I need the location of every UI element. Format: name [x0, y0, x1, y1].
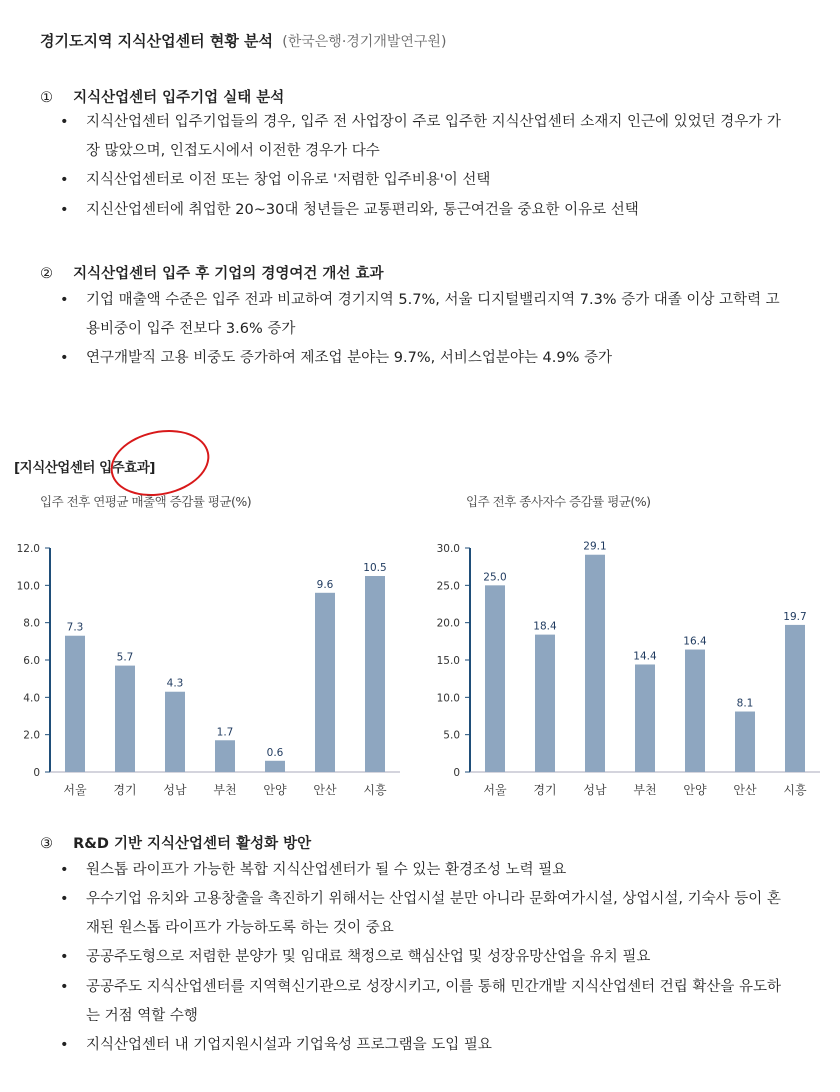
bullet-icon: •	[60, 172, 69, 188]
list-item	[60, 943, 790, 972]
y-tick-label: 2.0	[23, 729, 40, 742]
data-label: 7.3	[66, 621, 84, 634]
y-tick-label: 10.0	[436, 692, 460, 705]
list-item	[60, 344, 790, 373]
category-label: 경기	[113, 783, 137, 797]
list-item	[60, 196, 790, 225]
category-label: 안양	[683, 783, 707, 797]
category-label: 안산	[313, 783, 337, 797]
section-1-heading: 지식산업센터 입주기업 실태 분석	[73, 90, 285, 106]
charts-label: [지식산업센터 입주효과]	[14, 460, 155, 476]
page-source: (한국은행·경기개발연구원)	[282, 34, 447, 50]
section-2-number: ②	[40, 266, 53, 282]
category-label: 서울	[63, 783, 87, 797]
category-label: 부천	[213, 783, 237, 797]
category-label: 시흥	[363, 783, 387, 797]
bullet-text: 연구개발직 고용 비중도 증가하여 제조업 분야는 9.7%, 서비스업분야는 4.9% 증가	[86, 350, 612, 366]
bar	[585, 555, 605, 772]
bullet-icon: •	[60, 979, 69, 995]
bullet-icon: •	[60, 862, 69, 878]
chart-2-title: 입주 전후 종사자수 증감률 평균(%)	[466, 494, 651, 509]
data-label: 19.7	[783, 610, 807, 623]
page-title-text: 경기도지역 지식산업센터 현황 분석	[40, 32, 274, 50]
section-1-number: ①	[40, 90, 53, 106]
y-tick-label: 0	[33, 767, 40, 779]
y-tick-label: 4.0	[23, 692, 40, 705]
chart-1-title: 입주 전후 연평균 매출액 증감률 평균(%)	[40, 494, 252, 509]
chart-2	[420, 520, 840, 810]
data-label: 29.1	[583, 540, 607, 553]
data-label: 9.6	[316, 578, 334, 591]
bullet-icon: •	[60, 891, 69, 907]
data-label: 18.4	[533, 620, 557, 633]
list-item	[60, 856, 790, 885]
bar	[685, 650, 705, 772]
y-tick-label: 25.0	[436, 580, 460, 593]
list-item	[60, 166, 790, 195]
bar	[115, 666, 135, 772]
category-label: 부천	[633, 783, 657, 797]
data-label: 10.5	[363, 562, 387, 574]
category-label: 서울	[483, 783, 507, 797]
y-tick-label: 5.0	[443, 729, 460, 742]
bar	[315, 593, 335, 772]
section-1-title	[40, 86, 284, 107]
category-label: 성남	[583, 783, 607, 797]
section-3-heading: R&D 기반 지식산업센터 활성화 방안	[73, 836, 312, 852]
category-label: 경기	[533, 783, 557, 797]
bullet-icon: •	[60, 292, 69, 308]
data-label: 8.1	[736, 697, 754, 710]
y-tick-label: 0	[453, 767, 460, 779]
bar	[365, 576, 385, 772]
category-label: 성남	[163, 783, 187, 797]
list-item	[60, 286, 790, 344]
section-2-heading: 지식산업센터 입주 후 기업의 경영여건 개선 효과	[73, 266, 384, 282]
y-tick-label: 10.0	[16, 580, 40, 593]
bar	[735, 712, 755, 772]
bar	[165, 692, 185, 772]
bar	[215, 740, 235, 772]
bar	[265, 761, 285, 772]
list-item	[60, 108, 790, 166]
bar	[785, 625, 805, 772]
bar	[65, 636, 85, 772]
bullet-icon: •	[60, 350, 69, 366]
list-item	[60, 885, 790, 943]
data-label: 1.7	[216, 726, 234, 739]
category-label: 시흥	[783, 783, 807, 797]
data-label: 14.4	[633, 650, 657, 663]
bullet-icon: •	[60, 1037, 69, 1053]
bullet-icon: •	[60, 202, 69, 218]
data-label: 25.0	[483, 571, 507, 584]
bullet-text: 기업 매출액 수준은 입주 전과 비교하여 경기지역 5.7%, 서울 디지털밸리지역 7.3% 증가 대졸 이상 고학력 고용비중이 입주 전보다 3.6% 증가	[86, 292, 780, 337]
bullet-text: 원스톱 라이프가 가능한 복합 지식산업센터가 될 수 있는 환경조성 노력 필요	[86, 862, 567, 878]
bullet-icon: •	[60, 114, 69, 130]
list-item	[60, 1031, 790, 1060]
category-label: 안산	[733, 783, 757, 797]
data-label: 5.7	[116, 651, 134, 664]
y-tick-label: 8.0	[23, 617, 40, 630]
bar	[535, 635, 555, 772]
y-tick-label: 20.0	[436, 617, 460, 630]
bullet-text: 우수기업 유치와 고용창출을 촉진하기 위해서는 산업시설 분만 아니라 문화여가시설, 상업시설, 기숙사 등이 혼재된 원스톱 라이프가 가능하도록 하는 것이 중요	[86, 891, 781, 936]
y-tick-label: 6.0	[23, 655, 40, 667]
bullet-text: 지신산업센터에 취업한 20~30대 청년들은 교통편리와, 통근여건을 중요한 이유로 선택	[86, 202, 639, 218]
section-3-title	[40, 832, 311, 853]
data-label: 16.4	[683, 635, 707, 648]
bullet-text: 지식산업센터로 이전 또는 창업 이유로 '저렴한 입주비용'이 선택	[86, 172, 491, 188]
section-2-title	[40, 262, 384, 283]
section-3-number: ③	[40, 836, 53, 852]
bar	[485, 585, 505, 772]
page-title	[40, 30, 446, 51]
y-tick-label: 30.0	[436, 543, 460, 555]
bullet-text: 공공주도형으로 저렴한 분양가 및 임대료 책정으로 핵심산업 및 성장유망산업을 유치 필요	[86, 949, 651, 965]
data-label: 0.6	[266, 746, 284, 759]
data-label: 4.3	[166, 677, 184, 690]
list-item	[60, 973, 790, 1031]
bar	[635, 664, 655, 772]
y-tick-label: 15.0	[436, 655, 460, 667]
bullet-icon: •	[60, 949, 69, 965]
bullet-text: 공공주도 지식산업센터를 지역혁신기관으로 성장시키고, 이를 통해 민간개발 지식산업센터 건립 확산을 유도하는 거점 역할 수행	[86, 979, 782, 1024]
bullet-text: 지식산업센터 내 기업지원시설과 기업육성 프로그램을 도입 필요	[86, 1037, 492, 1053]
category-label: 안양	[263, 783, 287, 797]
chart-1	[0, 520, 420, 810]
y-tick-label: 12.0	[16, 543, 40, 555]
bullet-text: 지식산업센터 입주기업들의 경우, 입주 전 사업장이 주로 입주한 지식산업센터 소재지 인근에 있었던 경우가 가장 많았으며, 인접도시에서 이전한 경우가 다수	[86, 114, 781, 159]
